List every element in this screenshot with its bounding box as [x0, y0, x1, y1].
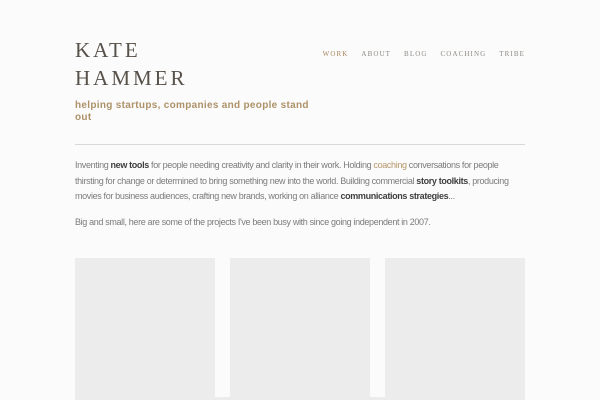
body-text: conversations for people	[406, 160, 499, 170]
body-text: for people needing creativity and clarity in their work. Holding	[148, 160, 374, 170]
coaching-link[interactable]: coaching	[373, 160, 407, 170]
site-logo[interactable]	[75, 36, 188, 92]
nav-item-coaching[interactable]: COACHING	[440, 50, 487, 58]
bold-text: communications strategies	[340, 191, 449, 202]
main-nav	[75, 50, 525, 58]
bold-text: story toolkits	[416, 175, 468, 186]
body-text: thirsting for change or determined to bring something new into the world. Building commercial	[75, 175, 417, 186]
intro-paragraph	[75, 158, 509, 205]
body-text: Inventing	[75, 160, 111, 170]
project-grid	[75, 258, 525, 397]
tagline-line2: out	[75, 111, 92, 123]
project-placeholder-3[interactable]	[385, 258, 525, 397]
nav-item-about[interactable]: ABOUT	[361, 50, 392, 58]
site-tagline	[75, 100, 335, 123]
nav-item-blog[interactable]: BLOG	[404, 50, 428, 58]
body-text: , producing	[467, 175, 509, 186]
tagline-line1: helping startups, companies and people stand	[75, 100, 309, 111]
logo-line2: HAMMER	[75, 66, 188, 90]
nav-item-work[interactable]: WORK	[322, 50, 349, 58]
bold-text: new tools	[110, 160, 149, 170]
projects-intro-paragraph: Big and small, here are some of the projects I've been busy with since going independent in 2007.	[75, 217, 431, 227]
nav-item-tribe[interactable]: TRIBE	[499, 50, 525, 58]
project-placeholder-2[interactable]	[230, 258, 370, 397]
body-text: ...	[448, 191, 455, 202]
project-placeholder-1[interactable]	[75, 258, 215, 397]
logo-line1: KATE	[75, 38, 141, 62]
body-text: movies for business audiences, crafting new brands, working on alliance	[75, 191, 341, 202]
header-divider	[75, 144, 525, 145]
